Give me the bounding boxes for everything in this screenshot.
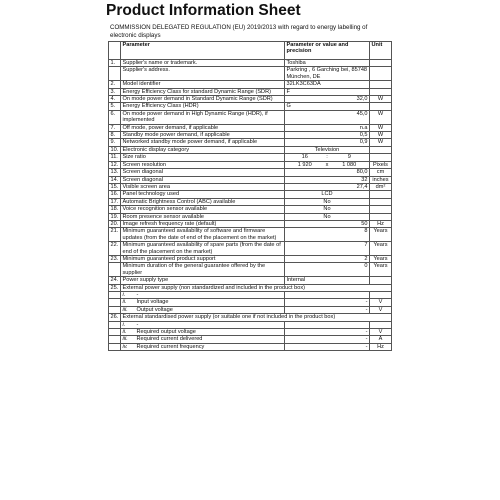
row-value: 0 <box>285 263 370 277</box>
table-row <box>109 292 392 299</box>
row-value: 27,4 <box>285 183 370 190</box>
row-parameter: Energy Efficiency Class (HDR) <box>121 103 285 110</box>
row-parameter: Screen diagonal <box>121 169 285 176</box>
row-index: 25. <box>109 284 121 291</box>
table-row <box>109 343 392 350</box>
table-row <box>109 146 392 153</box>
row-parameter <box>121 329 285 336</box>
row-index: 10. <box>109 146 121 153</box>
table-row <box>109 228 392 242</box>
row-value: 0,5 <box>285 132 370 139</box>
ratio-part: 1 080 <box>342 161 357 168</box>
row-index: 17. <box>109 198 121 205</box>
table-body <box>109 60 392 351</box>
row-parameter: Screen diagonal <box>121 176 285 183</box>
row-value: 2 <box>285 255 370 262</box>
ratio-part: 1 920 <box>297 161 312 168</box>
row-parameter: Model identifier <box>121 81 285 88</box>
row-parameter: Visible screen area <box>121 183 285 190</box>
row-parameter: Supplier's address. <box>121 67 285 81</box>
table-row <box>109 110 392 124</box>
row-parameter-text: Input voltage <box>136 299 169 306</box>
row-parameter: Off mode, power demand, if applicable <box>121 124 285 131</box>
row-index: 11. <box>109 154 121 161</box>
ratio-separator: x <box>325 161 329 168</box>
table-row <box>109 277 392 284</box>
table-row <box>109 96 392 103</box>
row-value: No <box>285 198 370 205</box>
row-index: 14. <box>109 176 121 183</box>
row-value: 7 <box>285 242 370 256</box>
table-row <box>109 213 392 220</box>
row-index <box>109 321 121 328</box>
ratio-part: 16 <box>301 154 308 161</box>
row-index: 5. <box>109 103 121 110</box>
row-parameter: Power supply type <box>121 277 285 284</box>
row-value <box>285 292 370 299</box>
row-unit: W <box>370 132 392 139</box>
row-unit <box>370 292 392 299</box>
row-unit: inches <box>370 176 392 183</box>
row-index <box>109 67 121 81</box>
row-index: 12. <box>109 161 121 168</box>
row-sub-index: iv. <box>122 343 128 350</box>
table-row <box>109 336 392 343</box>
table-row <box>109 263 392 277</box>
row-parameter <box>121 321 285 328</box>
row-index: 8. <box>109 132 121 139</box>
row-index: 26. <box>109 314 121 321</box>
row-parameter: Minimum duration of the general guarantee offered by the supplier <box>121 263 285 277</box>
row-unit: W <box>370 124 392 131</box>
row-index: 2. <box>109 81 121 88</box>
row-parameter: On mode power demand in High Dynamic Range (HDR), if implemented <box>121 110 285 124</box>
row-unit <box>370 60 392 67</box>
table-row <box>109 255 392 262</box>
row-value: LCD <box>285 191 370 198</box>
row-unit: Hz <box>370 220 392 227</box>
row-parameter <box>121 343 285 350</box>
row-unit <box>370 88 392 95</box>
row-value: - <box>285 306 370 313</box>
table-row <box>109 169 392 176</box>
row-index: 22. <box>109 242 121 256</box>
table-row <box>109 206 392 213</box>
row-parameter <box>121 292 285 299</box>
row-unit: W <box>370 139 392 146</box>
row-parameter-text: - <box>136 292 139 298</box>
row-unit <box>370 198 392 205</box>
row-unit: cm <box>370 169 392 176</box>
row-value: Toshiba <box>285 60 370 67</box>
row-value <box>285 321 370 328</box>
row-unit: W <box>370 96 392 103</box>
header-index-cell <box>109 42 121 60</box>
row-unit: V <box>370 306 392 313</box>
table-row <box>109 161 392 168</box>
row-index: 20. <box>109 220 121 227</box>
row-parameter: Screen resolution <box>121 161 285 168</box>
row-value: No <box>285 206 370 213</box>
row-value: - <box>285 299 370 306</box>
row-parameter: Standby mode power demand, if applicable <box>121 132 285 139</box>
row-value <box>285 154 370 161</box>
table-row <box>109 242 392 256</box>
row-index: 19. <box>109 213 121 220</box>
row-value: Parkring , 6 Garching bei, 85748 München, DE <box>285 67 370 81</box>
page-title: Product Information Sheet <box>106 2 301 19</box>
row-unit: Years <box>370 263 392 277</box>
row-value: Television <box>285 146 370 153</box>
row-unit <box>370 146 392 153</box>
row-parameter: Energy Efficiency Class for standard Dynamic Range (SDR) <box>121 88 285 95</box>
row-index: 18. <box>109 206 121 213</box>
row-parameter: External standardised power supply (or suitable one if not included in the product box) <box>121 314 392 321</box>
row-parameter <box>121 306 285 313</box>
row-value: 45,0 <box>285 110 370 124</box>
row-unit: Years <box>370 255 392 262</box>
row-parameter: Supplier's name or trademark. <box>121 60 285 67</box>
product-info-table <box>108 41 392 351</box>
row-index <box>109 336 121 343</box>
row-parameter: Room presence sensor available <box>121 213 285 220</box>
row-value <box>285 161 370 168</box>
row-index: 7. <box>109 124 121 131</box>
table-row <box>109 314 392 321</box>
row-index <box>109 263 121 277</box>
table-row <box>109 124 392 131</box>
row-parameter-text: Required output voltage <box>136 329 196 336</box>
row-index: 24. <box>109 277 121 284</box>
header-value: Parameter or value and precision <box>285 42 370 60</box>
row-parameter: On mode power demand in Standard Dynamic Range (SDR) <box>121 96 285 103</box>
row-parameter: Voice recognition sensor available <box>121 206 285 213</box>
row-index: 6. <box>109 110 121 124</box>
table-row <box>109 284 392 291</box>
row-unit: V <box>370 329 392 336</box>
header-unit: Unit <box>370 42 392 60</box>
row-index: 9. <box>109 139 121 146</box>
row-parameter: Minimum guaranteed availability of software and firmware updates (from the date of end of the placement on the market) <box>121 228 285 242</box>
table-row <box>109 88 392 95</box>
row-value: No <box>285 213 370 220</box>
row-value: - <box>285 336 370 343</box>
row-unit: Hz <box>370 343 392 350</box>
row-parameter <box>121 336 285 343</box>
table-header-row <box>109 42 392 60</box>
table-row <box>109 176 392 183</box>
table-row <box>109 220 392 227</box>
row-unit: A <box>370 336 392 343</box>
table-row <box>109 103 392 110</box>
header-parameter: Parameter <box>121 42 285 60</box>
row-parameter: Minimum guaranteed availability of spare parts (from the date of end of the placement on the market) <box>121 242 285 256</box>
regulation-subtitle: COMMISSION DELEGATED REGULATION (EU) 2019/2013 with regard to energy labelling of electronic displays <box>110 24 368 40</box>
table-row <box>109 198 392 205</box>
table-row <box>109 60 392 67</box>
row-value: 32,0 <box>285 96 370 103</box>
table-row <box>109 329 392 336</box>
row-unit <box>370 321 392 328</box>
row-unit: Pixels <box>370 161 392 168</box>
row-index <box>109 306 121 313</box>
row-parameter: Size ratio <box>121 154 285 161</box>
row-parameter-text: Required current frequency <box>136 343 205 350</box>
row-parameter-text: Required current delivered <box>136 336 203 343</box>
row-sub-index: iii. <box>122 336 128 343</box>
row-parameter: Networked standby mode power demand, if applicable <box>121 139 285 146</box>
row-sub-index: i. <box>122 292 126 298</box>
row-index <box>109 292 121 299</box>
row-unit <box>370 206 392 213</box>
table-row <box>109 81 392 88</box>
table-row <box>109 299 392 306</box>
row-unit <box>370 67 392 81</box>
row-value: - <box>285 343 370 350</box>
row-unit: Years <box>370 228 392 242</box>
ratio-separator: : <box>326 154 328 161</box>
row-value: 32LK3C63DA <box>285 81 370 88</box>
row-unit <box>370 277 392 284</box>
row-index <box>109 329 121 336</box>
row-sub-index: ii. <box>122 329 127 336</box>
row-unit <box>370 103 392 110</box>
row-parameter: Minimum guaranteed product support <box>121 255 285 262</box>
table-row <box>109 321 392 328</box>
row-parameter: Electronic display category <box>121 146 285 153</box>
row-value: Internal <box>285 277 370 284</box>
table-row <box>109 191 392 198</box>
row-value: 8 <box>285 228 370 242</box>
row-sub-index: i. <box>122 321 126 328</box>
row-index: 21. <box>109 228 121 242</box>
row-parameter: Image refresh frequency rate (default) <box>121 220 285 227</box>
row-value: n.a <box>285 124 370 131</box>
row-unit: dm² <box>370 183 392 190</box>
row-unit <box>370 213 392 220</box>
row-index <box>109 343 121 350</box>
row-unit: W <box>370 110 392 124</box>
row-index: 23. <box>109 255 121 262</box>
row-index: 4. <box>109 96 121 103</box>
row-value: 80,0 <box>285 169 370 176</box>
ratio-part: 9 <box>347 154 351 161</box>
row-sub-index: ii. <box>122 299 127 306</box>
row-value: 50 <box>285 220 370 227</box>
row-index: 1. <box>109 60 121 67</box>
table-row <box>109 306 392 313</box>
row-value: - <box>285 329 370 336</box>
table-row <box>109 154 392 161</box>
row-unit <box>370 154 392 161</box>
row-index: 15. <box>109 183 121 190</box>
row-index: 3. <box>109 88 121 95</box>
row-unit: Years <box>370 242 392 256</box>
row-index <box>109 299 121 306</box>
row-index: 13. <box>109 169 121 176</box>
row-value: 32 <box>285 176 370 183</box>
row-value: G <box>285 103 370 110</box>
table-row <box>109 183 392 190</box>
row-parameter <box>121 299 285 306</box>
row-parameter: External power supply (non standardized and included in the product box) <box>121 284 392 291</box>
row-sub-index: iii. <box>122 306 128 313</box>
row-parameter-text: - <box>136 321 139 328</box>
row-index: 16. <box>109 191 121 198</box>
row-unit <box>370 191 392 198</box>
table-row <box>109 132 392 139</box>
row-parameter: Automatic Brightness Control (ABC) available <box>121 198 285 205</box>
row-unit: V <box>370 299 392 306</box>
table-row <box>109 67 392 81</box>
table-row <box>109 139 392 146</box>
row-unit <box>370 81 392 88</box>
row-parameter: Panel technology used <box>121 191 285 198</box>
row-value: 0,9 <box>285 139 370 146</box>
row-parameter-text: Output voltage <box>136 306 173 313</box>
row-value: F <box>285 88 370 95</box>
